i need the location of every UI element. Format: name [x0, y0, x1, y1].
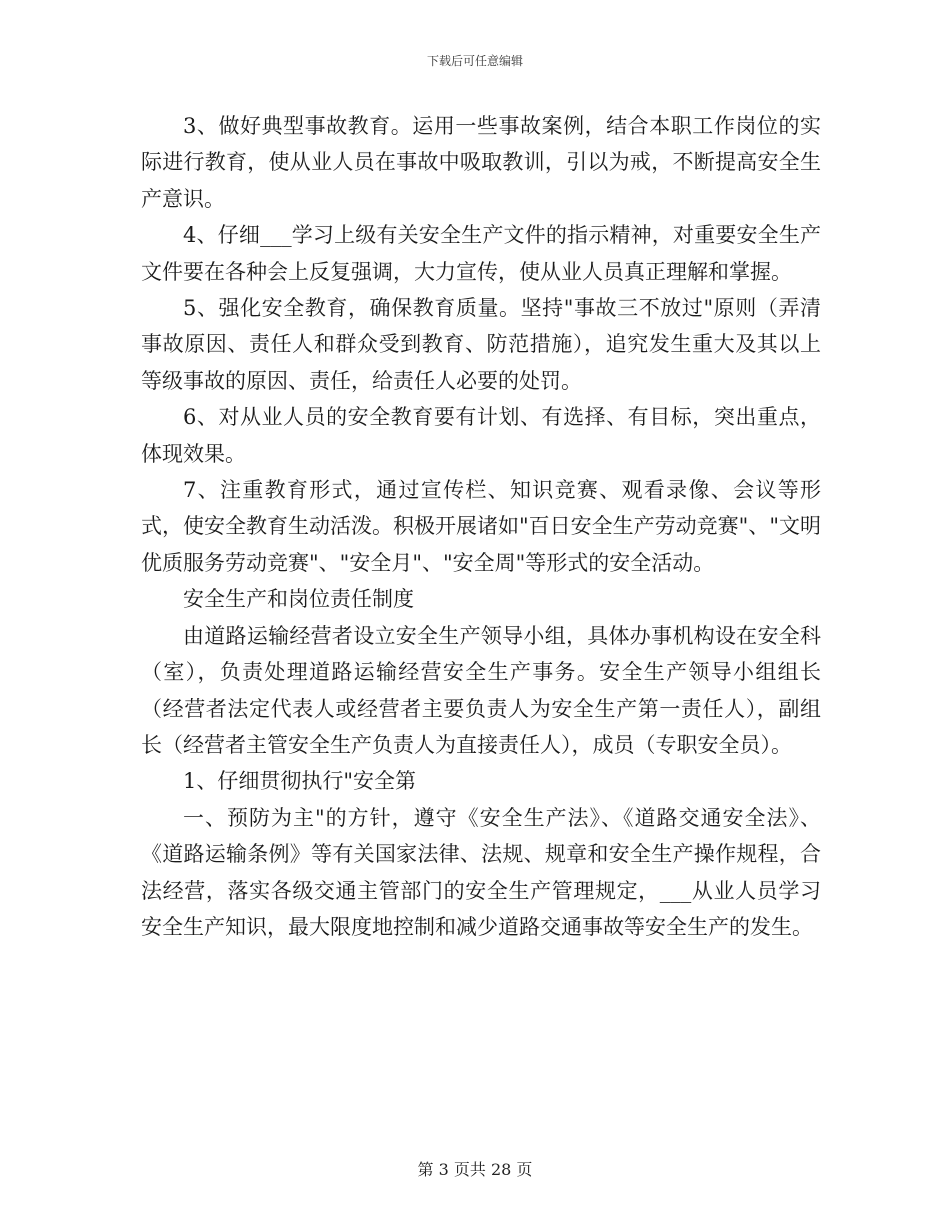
paragraph-policy: 一、预防为主"的方针，遵守《安全生产法》、《道路交通安全法》、《道路运输条例》等有关国家法律、法规、规章和安全生产操作规程，合法经营，落实各级交通主管部门的安全生产管理规定，___从业人员学习安全生产知识，最大限度地控制和减少道路交通事故等安全生产的发生。 [141, 805, 821, 939]
paragraph-leadership: 由道路运输经营者设立安全生产领导小组，具体办事机构设在安全科（室），负责处理道路运输经营安全生产事务。安全生产领导小组组长（经营者法定代表人或经营者主要负责人为安全生产第一责任人），副组长（经营者主管安全生产负责人为直接责任人），成员（专职安全员）。 [141, 623, 821, 757]
paragraph-item-5: 5、强化安全教育，确保教育质量。坚持"事故三不放过"原则（弄清事故原因、责任人和群众受到教育、防范措施），追究发生重大及其以上等级事故的原因、责任，给责任人必要的处罚。 [141, 296, 821, 393]
paragraph-item-7: 7、注重教育形式，通过宣传栏、知识竞赛、观看录像、会议等形式，使安全教育生动活泼。积极开展诸如"百日安全生产劳动竞赛"、"文明优质服务劳动竞赛"、"安全月"、"安全周"等形式的安全活动。 [141, 478, 821, 575]
paragraph-item-3: 3、做好典型事故教育。运用一些事故案例，结合本职工作岗位的实际进行教育，使从业人员在事故中吸取教训，引以为戒，不断提高安全生产意识。 [141, 114, 821, 211]
paragraph-item-4: 4、仔细___学习上级有关安全生产文件的指示精神，对重要安全生产文件要在各种会上反复强调，大力宣传，使从业人员真正理解和掌握。 [141, 223, 821, 284]
document-body [141, 108, 821, 945]
section-heading: 安全生产和岗位责任制度 [183, 587, 414, 612]
paragraph-item-1: 1、仔细贯彻执行"安全第 [183, 769, 417, 794]
page-header-note: 下载后可任意编辑 [426, 54, 523, 68]
page-number: 第 3 页共 28 页 [417, 1160, 533, 1179]
paragraph-item-6: 6、对从业人员的安全教育要有计划、有选择、有目标，突出重点，体现效果。 [141, 405, 821, 466]
